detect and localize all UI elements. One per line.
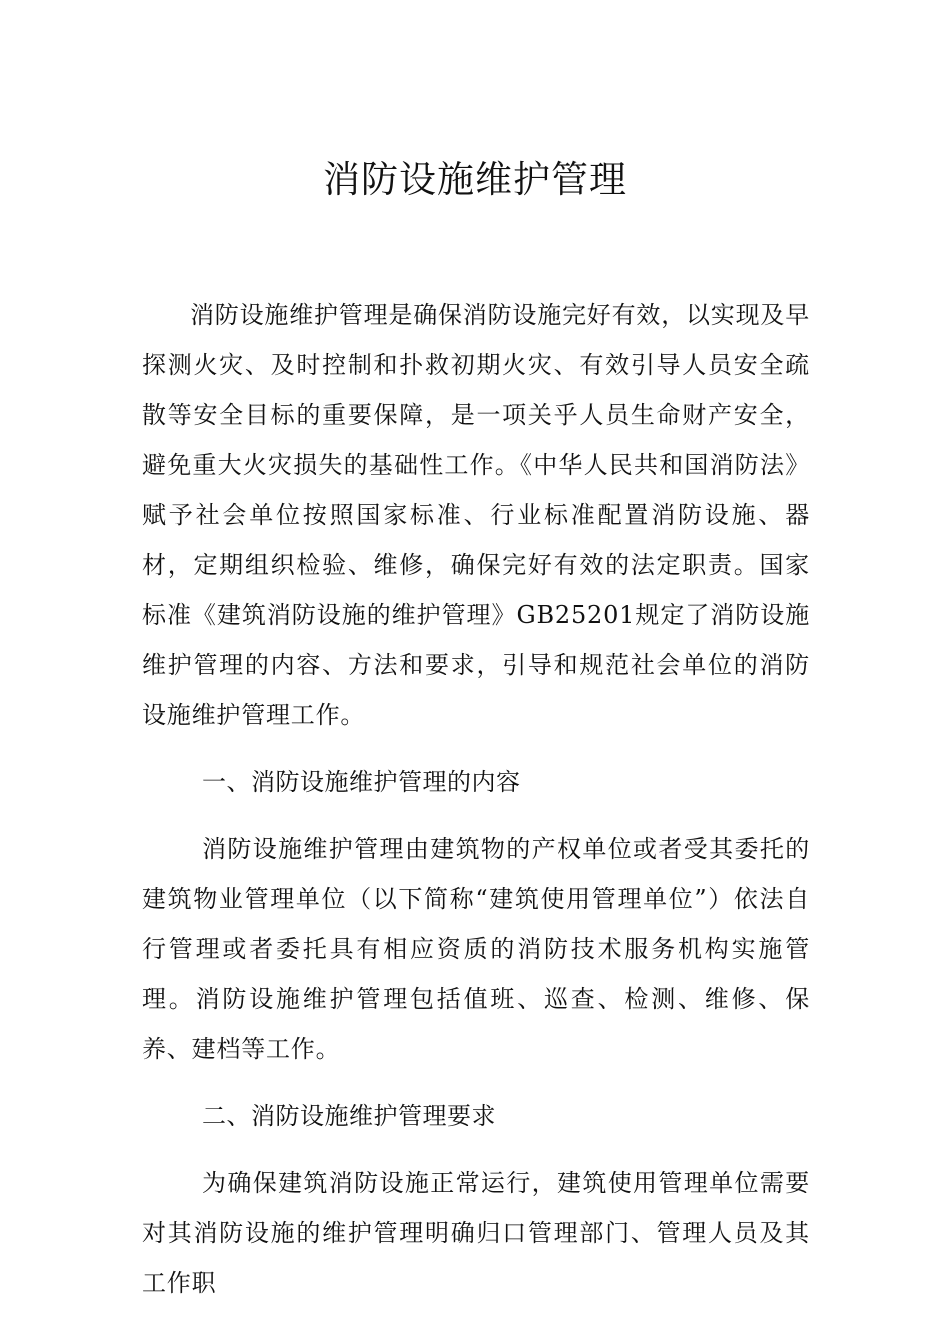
spacer bbox=[142, 807, 810, 824]
spacer bbox=[142, 1141, 810, 1158]
section-heading-2: 二、消防设施维护管理要求 bbox=[202, 1102, 496, 1130]
paragraph-section-2: 为确保建筑消防设施正常运行，建筑使用管理单位需要对其消防设施的维护管理明确归口管理部门、管理人员及其工作职 bbox=[142, 1169, 810, 1297]
spacer bbox=[142, 740, 810, 757]
document-title: 消防设施维护管理 bbox=[323, 158, 627, 201]
spacer bbox=[142, 1074, 810, 1091]
document-body bbox=[142, 290, 810, 1308]
paragraph-intro: 消防设施维护管理是确保消防设施完好有效，以实现及早探测火灾、及时控制和扑救初期火灾、有效引导人员安全疏散等安全目标的重要保障，是一项关乎人员生命财产安全，避免重大火灾损失的基础性工作。《中华人民共和国消防法》赋予社会单位按照国家标准、行业标准配置消防设施、器材，定期组织检验、维修，确保完好有效的法定职责。国家标准《建筑消防设施的维护管理》GB25201规定了消防设施维护管理的内容、方法和要求，引导和规范社会单位的消防设施维护管理工作。 bbox=[142, 301, 810, 729]
paragraph-section-1: 消防设施维护管理由建筑物的产权单位或者受其委托的建筑物业管理单位（以下简称“建筑使用管理单位”）依法自行管理或者委托具有相应资质的消防技术服务机构实施管理。消防设施维护管理包括值班、巡查、检测、维修、保养、建档等工作。 bbox=[142, 835, 810, 1063]
section-heading-1: 一、消防设施维护管理的内容 bbox=[202, 768, 521, 796]
